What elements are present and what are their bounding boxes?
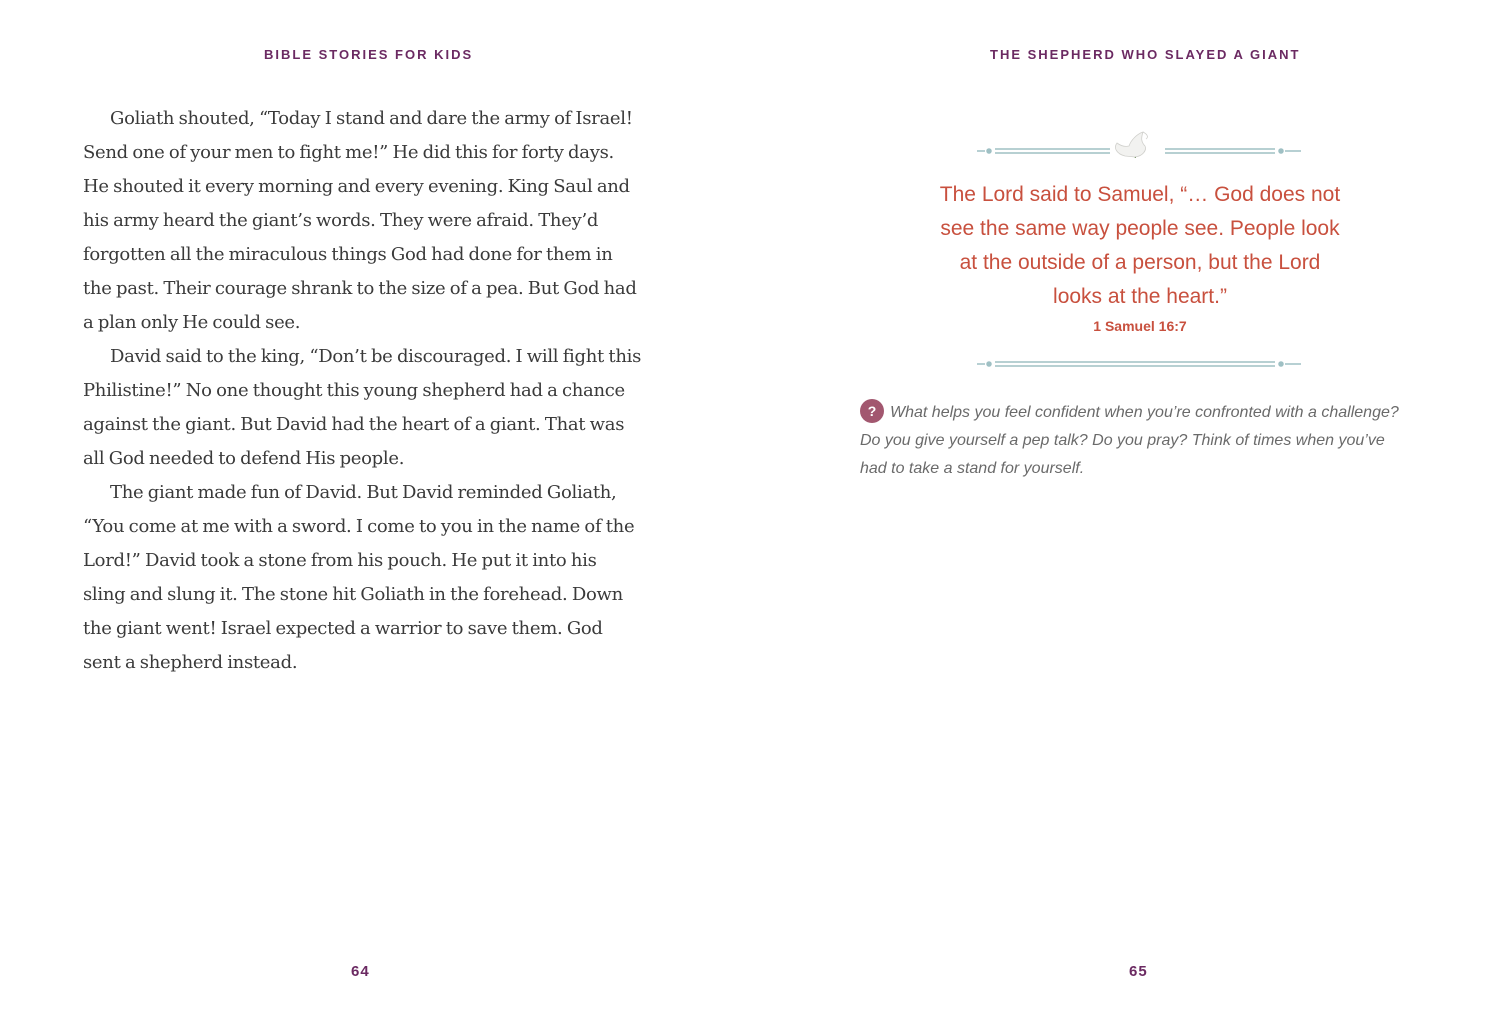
scripture-quote [920,178,1360,334]
page-number-left: 64 [351,963,370,980]
quote-line: The Lord said to Samuel, “… God does not [939,183,1341,206]
running-head-right: THE SHEPHERD WHO SLAYED A GIANT [990,47,1301,62]
prompt-text: What helps you feel confident when you’re confronted with a challenge? Do you give yourself a pep talk? Do you pray? Think of times when you’ve had to take a stand for yourself. [860,404,1399,477]
ornament-divider-bottom [975,352,1305,372]
running-head-left: BIBLE STORIES FOR KIDS [264,47,474,62]
quote-line: looks at the heart.” [1053,285,1227,308]
reflection-prompt [860,399,1400,483]
paragraph: David said to the king, “Don’t be discouraged. I will fight this Philistine!” No one thought this young shepherd had a chance against the giant. But David had the heart of a giant. That was all God needed to defend His people. [83,346,641,469]
paragraph: The giant made fun of David. But David reminded Goliath, “You come at me with a sword. I come to you in the name of the Lord!” David took a stone from his pouch. He put it into his sling and slung it. The stone hit Goliath in the forehead. Down the giant went! Israel expected a warrior to save them. God sent a shepherd instead. [83,482,635,673]
scripture-reference: 1 Samuel 16:7 [1093,318,1187,334]
question-icon: ? [860,399,884,423]
quote-line: see the same way people see. People look [940,217,1340,240]
story-text [83,102,643,680]
ornament-divider-top [975,128,1305,158]
dove-icon [1115,132,1147,158]
quote-line: at the outside of a person, but the Lord [959,251,1321,274]
right-page [750,0,1500,1028]
page-number-right: 65 [1129,963,1148,980]
paragraph: Goliath shouted, “Today I stand and dare the army of Israel! Send one of your men to fight me!” He did this for forty days. He shouted it every morning and every evening. King Saul and his army heard the giant’s words. They were afraid. They’d forgotten all the miraculous things God had done for them in the past. Their courage shrank to the size of a pea. But God had a plan only He could see. [83,108,637,333]
